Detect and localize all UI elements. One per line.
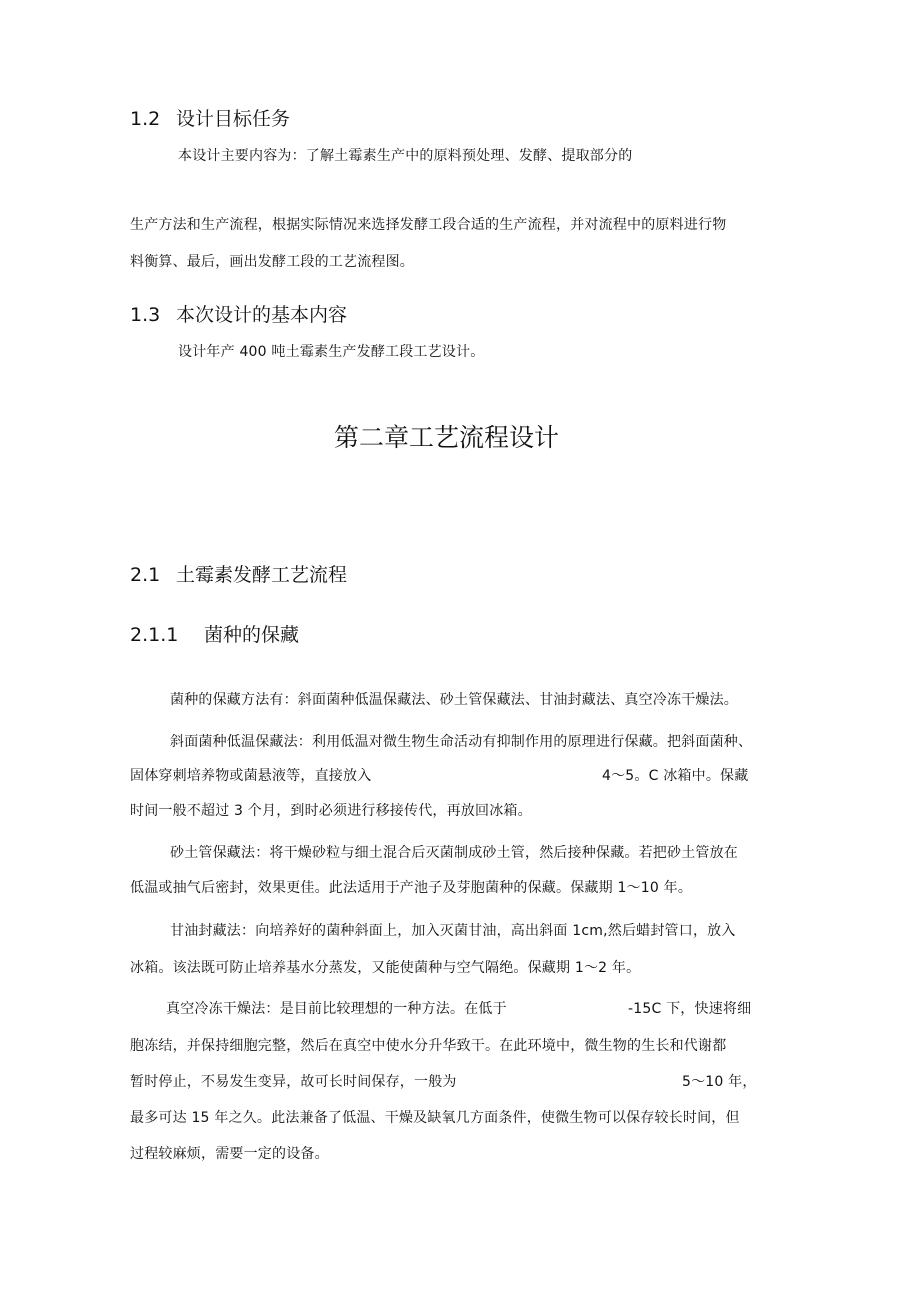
paragraph-line: 胞冻结，并保持细胞完整，然后在真空中使水分升华致干。在此环境中，微生物的生长和代谢都 <box>130 1038 727 1054</box>
section-2-1-heading <box>130 566 347 585</box>
paragraph-line: 暂时停止，不易发生变异，故可长时间保存，一般为 <box>130 1074 457 1090</box>
paragraph-line: 5～10 年， <box>682 1074 757 1090</box>
section-title: 菌种的保藏 <box>204 624 300 646</box>
paragraph-line: 冰箱。该法既可防止培养基水分蒸发，又能使菌种与空气隔绝。保藏期 1～2 年。 <box>130 960 641 976</box>
paragraph-line: 菌种的保藏方法有：斜面菌种低温保藏法、砂土管保藏法、甘油封藏法、真空冷冻干燥法。 <box>170 692 738 708</box>
paragraph-line: 低温或抽气后密封，效果更佳。此法适用于产池子及芽胞菌种的保藏。保藏期 1～10 年。 <box>130 880 693 896</box>
section-number: 1.3 <box>130 304 161 326</box>
paragraph-line: -15C 下，快速将细 <box>628 1001 752 1017</box>
section-number: 2.1 <box>130 564 161 586</box>
paragraph-line: 过程较麻烦，需要一定的设备。 <box>130 1146 329 1162</box>
paragraph-line: 料衡算、最后，画出发酵工段的工艺流程图。 <box>130 254 414 270</box>
paragraph-line: 本设计主要内容为：了解土霉素生产中的原料预处理、发酵、提取部分的 <box>178 148 633 164</box>
paragraph-line: 时间一般不超过 3 个月，到时必须进行移接传代，再放回冰箱。 <box>130 803 532 819</box>
section-1-3-heading <box>130 306 347 325</box>
paragraph-line: 设计年产 400 吨土霉素生产发酵工段工艺设计。 <box>178 344 485 360</box>
paragraph-line: 4～5。C 冰箱中。保藏 <box>602 768 749 784</box>
paragraph-line: 斜面菌种低温保藏法：利用低温对微生物生命活动有抑制作用的原理进行保藏。把斜面菌种、 <box>170 734 753 750</box>
paragraph-line: 固体穿刺培养物或菌悬液等，直接放入 <box>130 768 372 784</box>
paragraph-line: 真空冷冻干燥法：是目前比较理想的一种方法。在低于 <box>166 1001 507 1017</box>
paragraph-line: 最多可达 15 年之久。此法兼备了低温、干燥及缺氧几方面条件，使微生物可以保存较长时间，但 <box>130 1110 740 1126</box>
chapter-title: 第二章工艺流程设计 <box>334 423 560 452</box>
paragraph-line: 砂土管保藏法：将干燥砂粒与细土混合后灭菌制成砂土管，然后接种保藏。若把砂土管放在 <box>170 845 738 861</box>
section-title: 设计目标任务 <box>176 108 291 130</box>
section-2-1-1-heading <box>130 626 299 645</box>
section-number: 2.1.1 <box>130 624 179 646</box>
paragraph-line: 生产方法和生产流程，根据实际情况来选择发酵工段合适的生产流程，并对流程中的原料进行物 <box>130 217 727 233</box>
section-1-2-heading <box>130 110 290 129</box>
section-title: 土霉素发酵工艺流程 <box>176 564 348 586</box>
section-number: 1.2 <box>130 108 161 130</box>
section-title: 本次设计的基本内容 <box>176 304 348 326</box>
paragraph-line: 甘油封藏法：向培养好的菌种斜面上，加入灭菌甘油，高出斜面 1cm,然后蜡封管口，放入 <box>170 923 736 939</box>
